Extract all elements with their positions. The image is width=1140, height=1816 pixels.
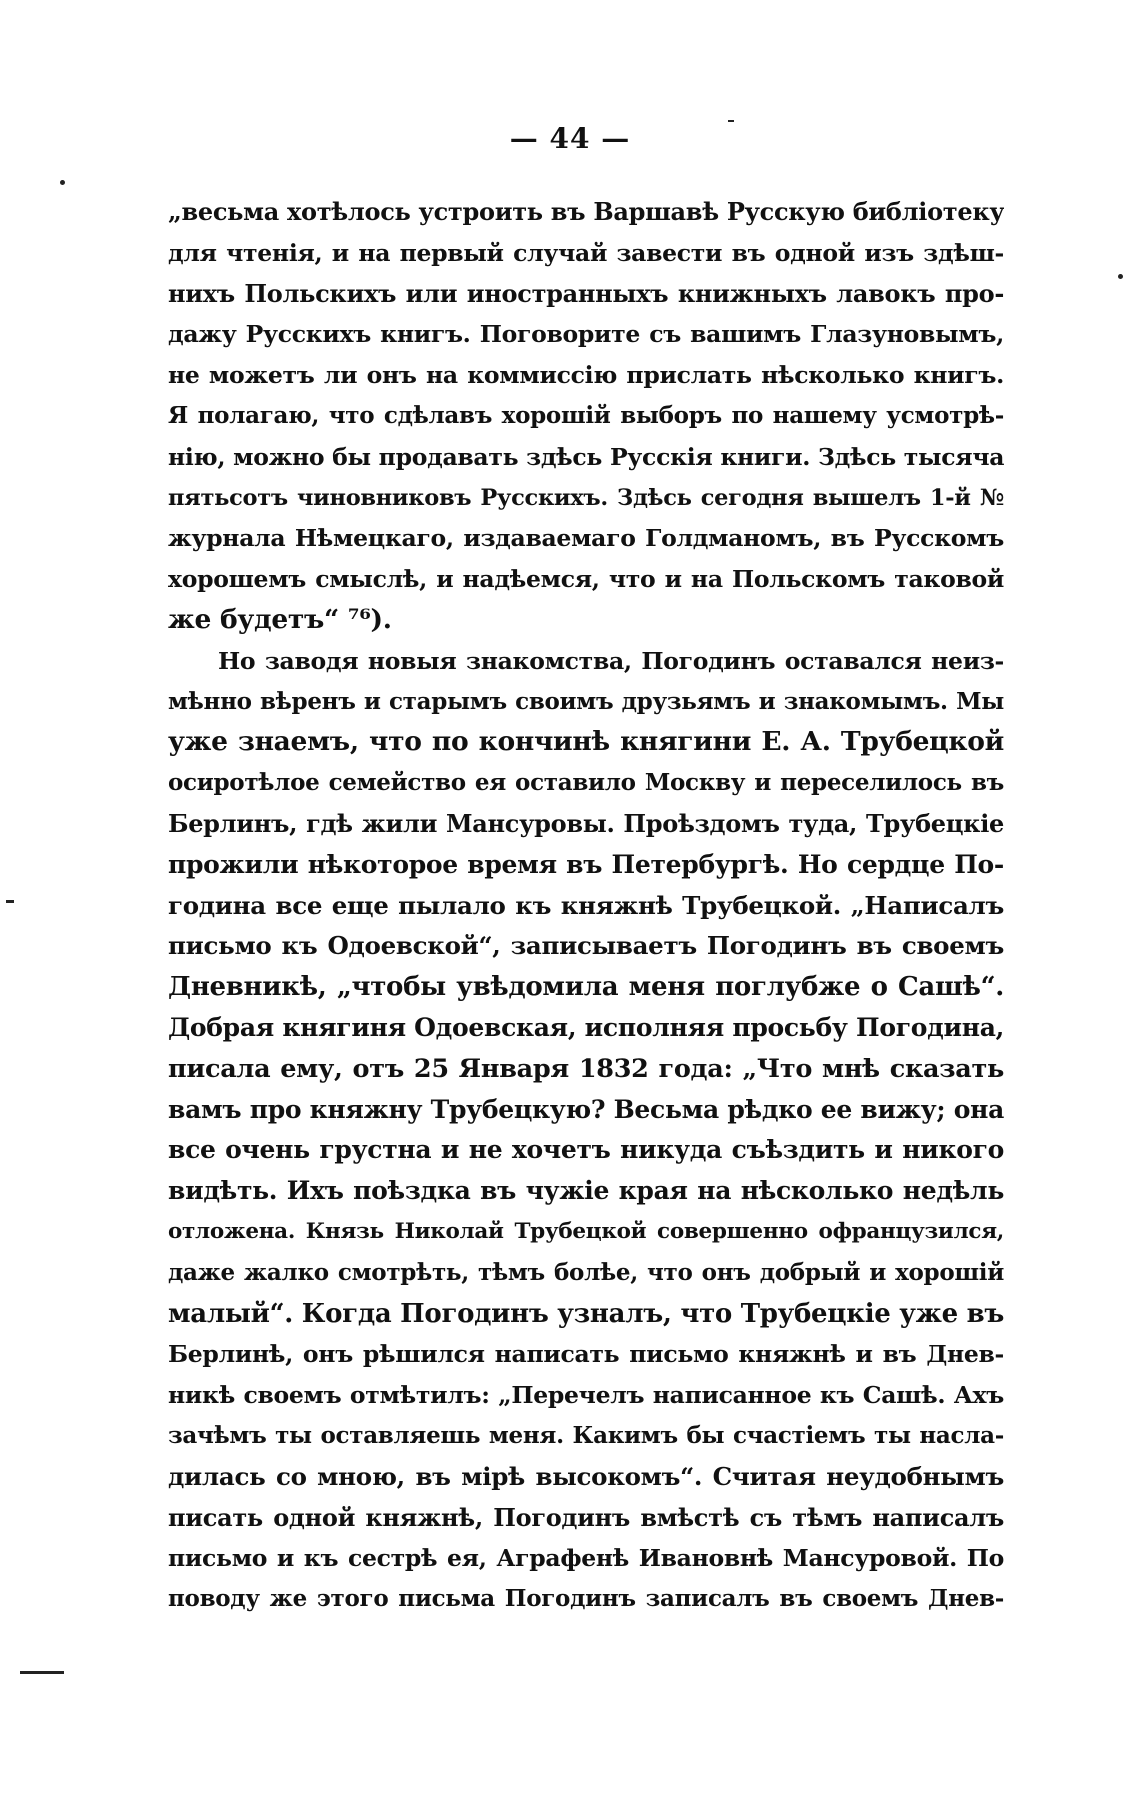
scan-mark: [6, 900, 14, 903]
scan-speck: [1118, 274, 1123, 279]
text-line: письмо къ Одоевской“, записываетъ Погодинъ въ своемъ: [168, 931, 1004, 961]
text-line: письмо и къ сестрѣ ея, Аграфенѣ Ивановнѣ Мансуровой. По: [168, 1544, 1004, 1573]
text-line: Но заводя новыя знакомства, Погодинъ оставался неиз-: [218, 646, 1004, 675]
text-line: малый“. Когда Погодинъ узналъ, что Трубецкіе уже въ: [168, 1298, 1004, 1329]
text-line: никѣ своемъ отмѣтилъ: „Перечелъ написанное къ Сашѣ. Ахъ: [168, 1381, 1004, 1410]
text-line: дилась со мною, въ мірѣ высокомъ“. Считая неудобнымъ: [168, 1461, 1004, 1491]
text-line: дажу Русскихъ книгъ. Поговорите съ вашимъ Глазуновымъ,: [168, 320, 1004, 349]
text-line: Добрая княгиня Одоевская, исполняя просьбу Погодина,: [168, 1012, 1004, 1042]
text-line: „весьма хотѣлось устроить въ Варшавѣ Русскую библіотеку: [168, 197, 1004, 226]
text-line: осиротѣлое семейство ея оставило Москву и переселилось въ: [168, 769, 1004, 797]
text-line: не можетъ ли онъ на коммиссію прислать нѣсколько книгъ.: [168, 361, 1004, 390]
text-line: Дневникѣ, „чтобы увѣдомила меня поглубже о Сашѣ“.: [168, 972, 1004, 1003]
text-line: же будетъ“ ⁷⁶).: [168, 603, 392, 635]
text-line: нихъ Польскихъ или иностранныхъ книжныхъ лавокъ про-: [168, 278, 1004, 308]
text-line: година все еще пылало къ княжнѣ Трубецкой. „Написалъ: [168, 890, 1004, 920]
text-line: писать одной княжнѣ, Погодинъ вмѣстѣ съ тѣмъ написалъ: [168, 1502, 1004, 1532]
page-number: — 44 —: [509, 122, 631, 155]
text-line: вамъ про княжну Трубецкую? Весьма рѣдко ее вижу; она: [168, 1094, 1004, 1124]
text-line: Берлинъ, гдѣ жили Мансуровы. Проѣздомъ туда, Трубецкіе: [168, 808, 1004, 838]
scan-speck: [60, 180, 65, 185]
text-line: хорошемъ смыслѣ, и надѣемся, что и на Польскомъ таковой: [168, 565, 1004, 594]
text-line: писала ему, отъ 25 Января 1832 года: „Что мнѣ сказать: [168, 1053, 1004, 1084]
text-line: журнала Нѣмецкаго, издаваемаго Голдманомъ, въ Русскомъ: [168, 524, 1004, 553]
text-line: мѣнно вѣренъ и старымъ своимъ друзьямъ и знакомымъ. Мы: [168, 687, 1004, 715]
text-line: нію, можно бы продавать здѣсь Русскія книги. Здѣсь тысяча: [168, 442, 1004, 471]
body-text: [168, 192, 1004, 1620]
text-line: пятьсотъ чиновниковъ Русскихъ. Здѣсь сегодня вышелъ 1-й №: [168, 484, 1004, 511]
text-line: для чтенія, и на первый случай завести въ одной изъ здѣш-: [168, 238, 1004, 267]
text-line: поводу же этого письма Погодинъ записалъ въ своемъ Днев-: [168, 1585, 1004, 1613]
text-line: все очень грустна и не хочетъ никуда съѣздить и никого: [168, 1135, 1004, 1165]
text-line: прожили нѣкоторое время въ Петербургѣ. Но сердце По-: [168, 849, 1004, 879]
text-line: уже знаемъ, что по кончинѣ княгини Е. А. Трубецкой: [168, 726, 1004, 758]
text-line: даже жалко смотрѣть, тѣмъ болѣе, что онъ добрый и хорошій: [168, 1258, 1004, 1286]
text-line: зачѣмъ ты оставляешь меня. Какимъ бы счастіемъ ты наслa-: [168, 1421, 1004, 1449]
scan-mark: [20, 1671, 64, 1674]
text-line: Я полагаю, что сдѣлавъ хорошій выборъ по нашему усмотрѣ-: [168, 401, 1004, 429]
text-line: видѣть. Ихъ поѣздка въ чужіе края на нѣсколько недѣль: [168, 1176, 1004, 1206]
text-line: Берлинѣ, онъ рѣшился написать письмо княжнѣ и въ Днев-: [168, 1340, 1004, 1369]
text-line: отложена. Князь Николай Трубецкой совершенно офранцузился,: [168, 1218, 1004, 1244]
